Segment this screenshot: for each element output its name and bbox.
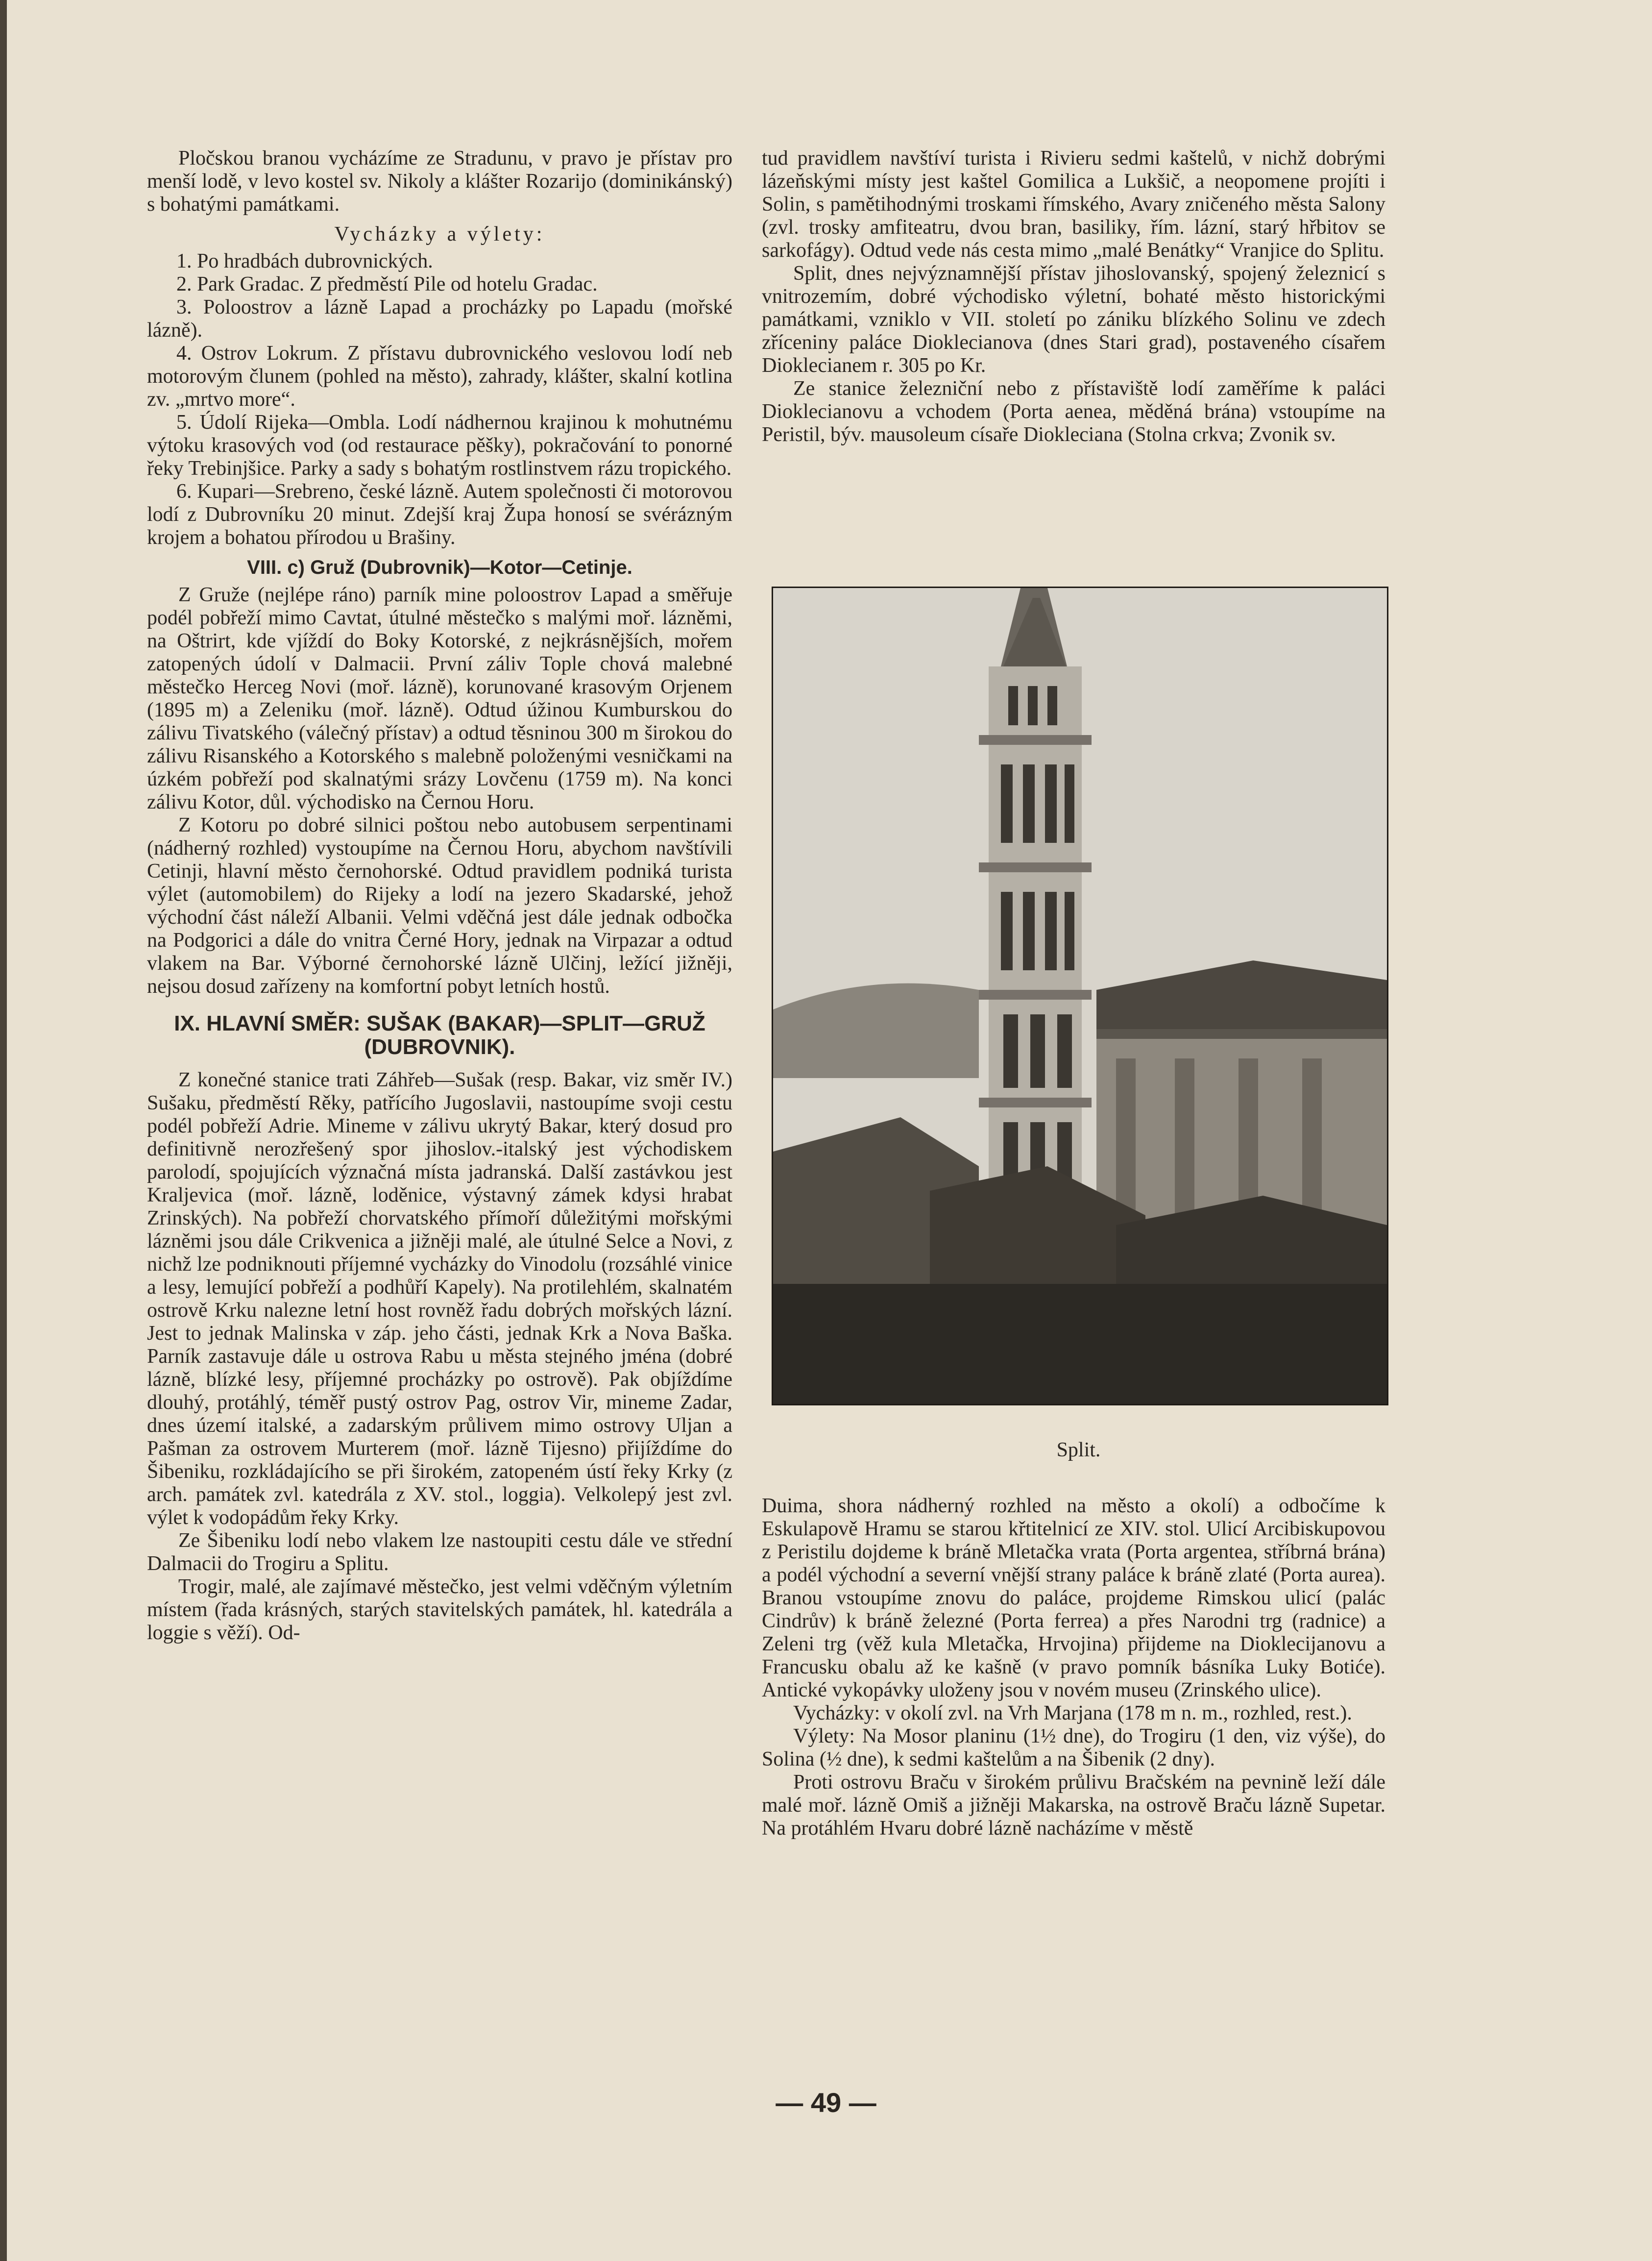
- right-paragraph: Ze stanice železniční nebo z přístaviště lodí zaměříme k paláci Dioklecianovu a vchodem (Porta aenea, měděná brána) vstoupíme na Peristil, býv. mausoleum císaře Diokleciana (Stolna crkva; Zvonik sv.: [762, 377, 1385, 446]
- section-ix-paragraph: Trogir, malé, ale zajímavé městečko, jest velmi vděčným výletním místem (řada krásných, starých stavitelských památek, hl. katedrála a loggie s věží). Od-: [147, 1575, 732, 1644]
- list-item: 5. Údolí Rijeka—Ombla. Lodí nádhernou krajinou k mohutnému výtoku krasových vod (od restaurace pěšky), pokračování to ponorné řeky Trebinjšice. Parky a sady s bohatým rostlinstvem rázu tropického.: [147, 411, 732, 480]
- right-column-top: [762, 147, 1385, 446]
- left-column: [147, 147, 732, 1645]
- right-paragraph: tud pravidlem navštíví turista i Rivieru sedmi kaštelů, v nichž dobrými lázeňskými místy jest kaštel Gomilica a Lukšič, a neopomene projíti i Solin, s pamětihodnými troskami římského, Avary zničeného města Salony (zvl. trosky amfiteatru, dvou bran, basiliky, řím. lázní, starý hřbitov se sarkofágy). Odtud vede nás cesta mimo „malé Benátky“ Vranjice do Splitu.: [762, 147, 1385, 262]
- list-item: 4. Ostrov Lokrum. Z přístavu dubrovnického veslovou lodí neb motorovým člunem (pohled na město), zahrady, klášter, skalní kotlina zv. „mrtvo more“.: [147, 342, 732, 411]
- list-item: 2. Park Gradac. Z předměstí Pile od hotelu Gradac.: [176, 273, 598, 295]
- list-item: 1. Po hradbách dubrovnických.: [176, 250, 433, 272]
- section-ix-heading: IX. HLAVNÍ SMĚR: SUŠAK (BAKAR)—SPLIT—GRUŽ (DUBROVNIK).: [174, 1011, 705, 1059]
- right-column-bottom: [762, 1495, 1385, 1840]
- list-item: 6. Kupari—Srebreno, české lázně. Autem společnosti či motorovou lodí z Dubrovníku 20 minut. Zdejší kraj Župa honosí se svérázným krojem a bohatou přírodou u Brašiny.: [147, 480, 732, 549]
- right-paragraph: Výlety: Na Mosor planinu (1½ dne), do Trogiru (1 den, viz výše), do Solina (½ dne), k sedmi kaštelům a na Šibenik (2 dny).: [762, 1725, 1385, 1770]
- list-item: 3. Poloostrov a lázně Lapad a procházky po Lapadu (mořské lázně).: [147, 296, 732, 342]
- right-paragraph: Vycházky: v okolí zvl. na Vrh Marjana (178 m n. m., rozhled, rest.).: [793, 1702, 1352, 1724]
- section-viii-heading: VIII. c) Gruž (Dubrovnik)—Kotor—Cetinje.: [247, 557, 632, 578]
- vychazky-list: [147, 250, 732, 549]
- vychazky-heading: Vycházky a výlety:: [334, 223, 545, 246]
- section-ix-paragraph: Z konečné stanice trati Záhřeb—Sušak (resp. Bakar, viz směr IV.) Sušaku, předměstí Rěky, patřícího Jugoslavii, nastoupíme svoji cestu podél pobřeží Adrie. Mineme v zálivu ukrytý Bakar, který dosud pro definitivně nerozřešený spor jihoslov.-italský jest východiskem parolodí, spojujících význačná místa jadranská. Další zastávkou jest Kraljevica (moř. lázně, loděnice, výstavný zámek kdysi hrabat Zrinských). Na pobřeží chorvatského přímoří důležitými mořskými lázněmi jsou dále Crikvenica a jižněji malé, ale útulné Selce a Novi, z nichž lze podniknouti příjemné vycházky do Vinodolu (rozsáhlé vinice a lesy, lemující pobřeží a podhůří Kapely). Na protilehlém, skalnatém ostrově Krku nalezne letní host rovněž řadu dobrých mořských lázní. Jest to jednak Malinska v záp. jeho části, jednak Krk a Nova Baška. Parník zastavuje dále u ostrova Rabu u města stejného jména (dobré lázně, blízké lesy, příjemné procházky po ostrově). Pak objíždíme dlouhý, protáhlý, téměř pustý ostrov Pag, ostrov Vir, mineme Zadar, dnes území italské, a zadarským průlivem mimo ostrovy Uljan a Pašman za ostrovem Murterem (moř. lázně Tijesno) přijíždíme do Šibeniku, rozkládajícího se při širokém, zatopeném ústí řeky Krky (z arch. památek zvl. katedrála z XV. stol., loggia). Velkolepý jest zvl. výlet k vodopádům řeky Krky.: [147, 1069, 732, 1529]
- right-paragraph: Duima, shora nádherný rozhled na město a okolí) a odbočíme k Eskulapově Hramu se starou křtitelnicí ze XIV. stol. Ulicí Arcibiskupovou z Peristilu dojdeme k bráně Mletačka vrata (Porta argentea, stříbrná brána) a podél východní a severní vnější strany paláce k bráně zlaté (Porta aurea). Branou vstoupíme znovu do paláce, projdeme Rimskou ulicí (palác Cindrův) k bráně železné (Porta ferrea) a přes Narodni trg (radnice) a Zeleni trg (věž kula Mletačka, Hrvojina) přijdeme na Dioklecijanovu a Francusku obalu až ke kašně (v pravo pomník básníka Luky Botiće). Antické vykopávky uloženy jsou v novém museu (Zrinského ulice).: [762, 1495, 1385, 1701]
- photo-caption: Split.: [1056, 1439, 1101, 1461]
- right-paragraph: Proti ostrovu Braču v širokém průlivu Bračském na pevnině leží dále malé moř. lázně Omiš a jižněji Makarska, na ostrově Braču lázně Supetar. Na protáhlém Hvaru dobré lázně nacházíme v městě: [762, 1771, 1385, 1840]
- intro-paragraph: Pločskou branou vycházíme ze Stradunu, v pravo je přístav pro menší lodě, v levo kostel sv. Nikoly a klášter Rozarijo (dominikánský) s bohatými památkami.: [147, 147, 732, 216]
- section-ix-paragraph: Ze Šibeniku lodí nebo vlakem lze nastoupiti cestu dále ve střední Dalmacii do Trogiru a Splitu.: [147, 1529, 732, 1575]
- split-bell-tower-photo: [772, 587, 1388, 1405]
- page-spine-edge: [0, 0, 7, 2261]
- photo-illustration: [773, 588, 1387, 1404]
- page-number: — 49 —: [776, 2087, 876, 2118]
- right-paragraph: Split, dnes nejvýznamnější přístav jihoslovanský, spojený železnicí s vnitrozemím, dobré východisko výletní, bohaté město historickými památkami, vzniklo v VII. století po zániku blízkého Solinu ve zdech zříceniny paláce Dioklecianova (dnes Stari grad), postaveného císařem Dioklecianem r. 305 po Kr.: [762, 262, 1385, 377]
- section-viii-paragraph: Z Gruže (nejlépe ráno) parník mine poloostrov Lapad a směřuje podél pobřeží mimo Cavtat, útulné městečko s malými moř. lázněmi, na Oštrirt, kde vjíždí do Boky Kotorské, z nejkrásnějších, mořem zatopených údolí v Dalmacii. První záliv Tople chová malebné městečko Herceg Novi (moř. lázně), korunované krasovým Orjenem (1895 m) a Zeleniku (moř. lázně). Odtud úžinou Kumburskou do zálivu Tivatského (válečný přístav) a odtud těsninou 300 m širokou do zálivu Risanského a Kotorského s malebně položenými vesničkami na úzkém pobřeží pod skalnatými srázy Lovčenu (1759 m). Na konci zálivu Kotor, důl. východisko na Černou Horu.: [147, 584, 732, 813]
- section-viii-paragraph: Z Kotoru po dobré silnici poštou nebo autobusem serpentinami (nádherný rozhled) vystoupíme na Černou Horu, abychom navštívili Cetinji, hlavní město černohorské. Odtud pravidlem podniká turista výlet (automobilem) do Rijeky a lodí na jezero Skadarské, jehož východní část náleží Albanii. Velmi vděčná jest dále jednak odbočka na Podgorici a dále do vnitra Černé Hory, jednak na Virpazar a odtud vlakem na Bar. Výborné černohorské lázně Ulčinj, ležící jižněji, nejsou dosud zařízeny na komfortní pobyt letních hostů.: [147, 814, 732, 998]
